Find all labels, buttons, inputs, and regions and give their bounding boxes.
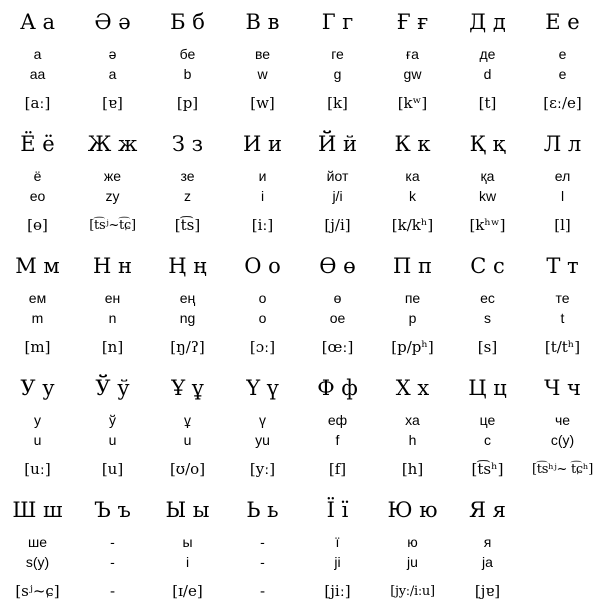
- letter-name-cell: ү: [259, 412, 266, 428]
- latin-cell: b: [183, 66, 192, 82]
- letter-cell: Ә ә: [94, 10, 131, 34]
- letter-cell: Ү ү: [246, 376, 279, 400]
- letter-name-cell: қа: [480, 168, 495, 184]
- letter-name-cell: ел: [554, 168, 571, 184]
- ipa-cell: [t͡sʲ~t͡ɕ]: [89, 217, 136, 233]
- latin-cell: yu: [255, 432, 270, 448]
- ipa-cell: [jiː]: [324, 582, 351, 600]
- letter-name-cell: бе: [179, 46, 196, 62]
- ipa-cell: [m]: [24, 338, 51, 356]
- letter-name-cell: ем: [28, 290, 47, 306]
- letter-name-cell: ю: [407, 534, 418, 550]
- letter-cell: Ї ї: [326, 498, 349, 522]
- letter-cell: А а: [19, 10, 56, 34]
- latin-cell: n: [108, 310, 117, 326]
- ipa-cell: [ɛː/e]: [543, 94, 582, 112]
- letter-name-cell: -: [260, 534, 265, 550]
- letter-cell: Ч ч: [544, 376, 581, 400]
- letter-cell: И и: [243, 132, 282, 156]
- letter-name-cell: а: [33, 46, 42, 62]
- ipa-row: [0, 450, 600, 488]
- ipa-cell: [jɐ]: [474, 582, 501, 600]
- ipa-cell: [p/pʰ]: [391, 338, 434, 356]
- latin-cell: t: [560, 310, 565, 326]
- ipa-cell: [aː]: [24, 94, 51, 112]
- letter-cell: У у: [20, 376, 55, 400]
- ipa-cell: [p]: [176, 94, 199, 112]
- letter-cell: Н н: [93, 254, 132, 278]
- ipa-row: [0, 572, 600, 610]
- latin-cell: zy: [105, 188, 120, 204]
- letter-cell: Ж ж: [87, 132, 138, 156]
- latin-cell: f: [335, 432, 340, 448]
- ipa-cell: [iː]: [251, 216, 274, 234]
- letter-cell: О о: [244, 254, 281, 278]
- ipa-cell: [w]: [250, 94, 275, 112]
- letter-name-cell: я: [483, 534, 492, 550]
- latin-cell: m: [31, 310, 44, 326]
- latin-row: [0, 64, 600, 84]
- letter-cell: З з: [171, 132, 204, 156]
- latin-cell: s: [484, 310, 491, 326]
- letter-cell: Ң ң: [168, 254, 207, 278]
- letter-cell: Қ қ: [469, 132, 506, 156]
- letter-name-cell: ұ: [184, 412, 191, 428]
- latin-cell: u: [183, 432, 192, 448]
- letter-name-cell: ге: [331, 46, 344, 62]
- letter-name-cell: те: [555, 290, 570, 306]
- latin-row: [0, 308, 600, 328]
- ipa-cell: [œː]: [321, 338, 354, 356]
- letter-name-cell: же: [103, 168, 122, 184]
- letter-cell: Ы ы: [165, 498, 210, 522]
- ipa-row: [0, 328, 600, 366]
- ipa-cell: [kʷ]: [397, 94, 428, 112]
- latin-cell: j/i: [332, 188, 343, 204]
- latin-cell: i: [260, 188, 265, 204]
- latin-row: [0, 186, 600, 206]
- letter-name-cell: че: [554, 412, 571, 428]
- letter-name-cell: де: [479, 46, 496, 62]
- ipa-cell: [ʊ/o]: [169, 460, 206, 478]
- letter-name-cell: ең: [179, 290, 196, 306]
- ipa-cell: [f]: [328, 460, 347, 478]
- latin-cell: i: [185, 554, 190, 570]
- letter-name-cell: ё: [33, 168, 42, 184]
- letter-name-cell: -: [110, 534, 115, 550]
- letter-name-cell: ға: [406, 46, 419, 62]
- letter-name-cell: ө: [333, 290, 342, 306]
- ipa-cell: -: [259, 582, 266, 600]
- ipa-cell: [l]: [554, 216, 571, 234]
- ipa-cell: [sʲ~ɕ]: [15, 582, 60, 600]
- letter-name-row: [0, 410, 600, 430]
- letter-name-cell: ї: [335, 534, 340, 550]
- ipa-cell: [jyː/iːu]: [390, 583, 435, 599]
- letter-cell: Ф ф: [317, 376, 358, 400]
- latin-cell: o: [258, 310, 267, 326]
- latin-cell: [525, 552, 600, 572]
- ipa-cell: [u]: [101, 460, 124, 478]
- latin-cell: c: [484, 432, 491, 448]
- ipa-cell: [uː]: [24, 460, 51, 478]
- ipa-row: [0, 84, 600, 122]
- letter-name-cell: ше: [27, 534, 48, 550]
- letter-name-cell: йот: [326, 168, 349, 184]
- latin-cell: eo: [29, 188, 46, 204]
- ipa-cell: [t͡sʰ]: [471, 460, 504, 478]
- ipa-cell: [n]: [101, 338, 124, 356]
- letter-name-cell: ес: [480, 290, 495, 306]
- letter-cell: Ъ ъ: [94, 498, 131, 522]
- latin-cell: g: [333, 66, 342, 82]
- ipa-cell: [ɵ]: [27, 216, 48, 234]
- letter-cell: П п: [393, 254, 432, 278]
- latin-cell: k: [409, 188, 416, 204]
- letter-cell: М м: [15, 254, 60, 278]
- latin-cell: e: [558, 66, 567, 82]
- letter-name-cell: е: [558, 46, 567, 62]
- letter-cell: Ц ц: [468, 376, 507, 400]
- latin-cell: z: [184, 188, 191, 204]
- ipa-cell: [k/kʰ]: [391, 216, 434, 234]
- letter-name-cell: ка: [405, 168, 420, 184]
- latin-cell: u: [33, 432, 42, 448]
- letter-name-cell: ў: [109, 412, 116, 428]
- ipa-row: [0, 206, 600, 244]
- letter-name-cell: зе: [180, 168, 195, 184]
- latin-cell: -: [260, 554, 265, 570]
- letter-name-cell: ы: [182, 534, 193, 550]
- letter-cell: Л л: [543, 132, 582, 156]
- latin-cell: u: [108, 432, 117, 448]
- letter-cell: Ь ь: [246, 498, 279, 522]
- latin-cell: h: [408, 432, 417, 448]
- ipa-cell: [t]: [478, 94, 497, 112]
- letter-cell: Ө ө: [319, 254, 356, 278]
- ipa-cell: [h]: [401, 460, 424, 478]
- latin-cell: w: [257, 66, 268, 82]
- ipa-cell: [t͡sʰʲ~ t͡ɕʰ]: [532, 461, 593, 477]
- letter-name-cell: ха: [405, 412, 420, 428]
- latin-cell: ja: [482, 554, 493, 570]
- ipa-cell: [j/i]: [324, 216, 351, 234]
- latin-row: [0, 430, 600, 450]
- letter-cell: [525, 488, 600, 532]
- latin-cell: аа: [29, 66, 46, 82]
- ipa-cell: [ɪ/e]: [172, 582, 203, 600]
- latin-cell: oe: [329, 310, 346, 326]
- letter-name-cell: у: [34, 412, 41, 428]
- letter-row: [0, 366, 600, 410]
- letter-cell: Д д: [469, 10, 506, 34]
- latin-cell: ju: [407, 554, 418, 570]
- letter-cell: С с: [470, 254, 505, 278]
- ipa-cell: [525, 572, 600, 610]
- letter-name-cell: еф: [327, 412, 348, 428]
- letter-row: [0, 244, 600, 288]
- latin-cell: gw: [403, 66, 422, 82]
- letter-name-row: [0, 288, 600, 308]
- letter-cell: Г г: [321, 10, 354, 34]
- latin-cell: p: [408, 310, 417, 326]
- letter-name-cell: [525, 532, 600, 552]
- letter-name-cell: ә: [108, 46, 117, 62]
- latin-cell: a: [108, 66, 117, 82]
- letter-cell: Ю ю: [387, 498, 438, 522]
- letter-cell: Й й: [318, 132, 357, 156]
- letter-name-cell: це: [479, 412, 496, 428]
- letter-name-row: [0, 44, 600, 64]
- latin-cell: -: [110, 554, 115, 570]
- letter-name-row: [0, 532, 600, 552]
- letter-cell: Ў ў: [95, 376, 130, 400]
- ipa-cell: [yː]: [249, 460, 276, 478]
- letter-cell: Ё ё: [20, 132, 55, 156]
- letter-cell: Ш ш: [12, 498, 63, 522]
- letter-cell: Ғ ғ: [396, 10, 429, 34]
- latin-cell: d: [483, 66, 492, 82]
- letter-cell: Б б: [170, 10, 205, 34]
- letter-name-cell: и: [258, 168, 267, 184]
- ipa-cell: [ɔː]: [249, 338, 276, 356]
- latin-cell: c(y): [550, 432, 575, 448]
- latin-cell: l: [560, 188, 565, 204]
- letter-cell: Ұ ұ: [171, 376, 204, 400]
- ipa-cell: -: [109, 582, 116, 600]
- ipa-cell: [s]: [477, 338, 498, 356]
- latin-cell: ng: [179, 310, 196, 326]
- latin-cell: kw: [478, 188, 497, 204]
- letter-cell: Е е: [545, 10, 580, 34]
- latin-cell: s(y): [25, 554, 50, 570]
- latin-cell: ji: [334, 554, 341, 570]
- ipa-cell: [ŋ/ʔ]: [170, 338, 205, 356]
- letter-cell: Х х: [395, 376, 430, 400]
- ipa-cell: [t͡s]: [174, 216, 201, 234]
- ipa-cell: [ɐ]: [102, 94, 123, 112]
- letter-name-cell: пе: [404, 290, 421, 306]
- letter-cell: Я я: [469, 498, 506, 522]
- letter-name-cell: ен: [104, 290, 121, 306]
- letter-name-cell: ве: [254, 46, 271, 62]
- letter-cell: В в: [245, 10, 280, 34]
- letter-cell: К к: [394, 132, 431, 156]
- letter-name-cell: о: [258, 290, 267, 306]
- latin-row: [0, 552, 600, 572]
- letter-row: [0, 488, 600, 532]
- ipa-cell: [k]: [327, 94, 348, 112]
- letter-row: [0, 0, 600, 44]
- ipa-cell: [t/tʰ]: [544, 338, 581, 356]
- ipa-cell: [kʰʷ]: [469, 216, 506, 234]
- letter-cell: Т т: [546, 254, 579, 278]
- letter-name-row: [0, 166, 600, 186]
- letter-row: [0, 122, 600, 166]
